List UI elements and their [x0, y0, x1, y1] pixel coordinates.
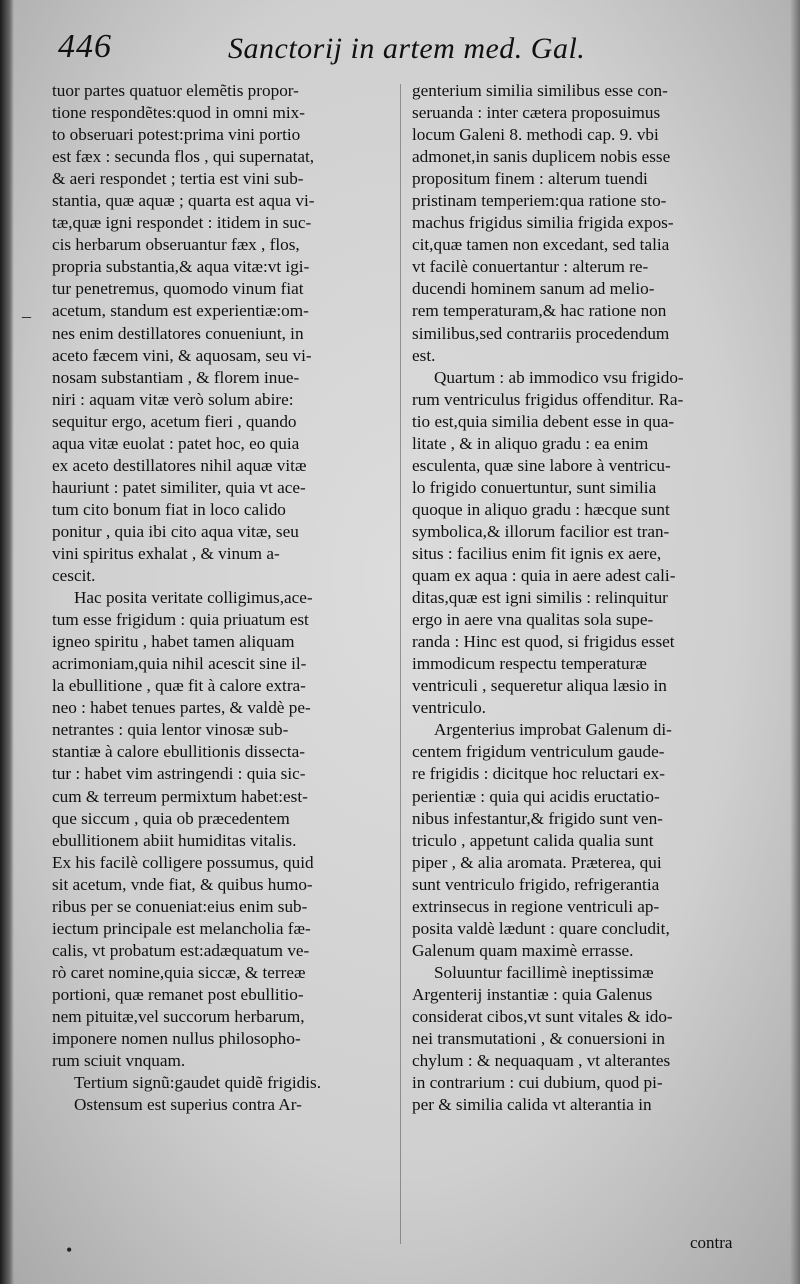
- text-line: hauriunt : patet similiter, quia vt ace-: [52, 477, 306, 497]
- text-line: posita valdè lædunt : quare concludit,: [412, 918, 670, 938]
- text-line: centem frigidum ventriculum gaude-: [412, 742, 665, 762]
- text-line: Ex his facilè colligere possumus, quid: [52, 852, 314, 872]
- text-line: Argenterij instantiæ : quia Galenus: [412, 984, 653, 1004]
- text-line: nibus infestantur,& frigido sunt ven-: [412, 808, 663, 828]
- text-line: chylum : & nequaquam , vt alterantes: [412, 1051, 671, 1071]
- text-line: cescit.: [52, 566, 96, 586]
- text-line: rum sciuit vnquam.: [52, 1051, 186, 1071]
- text-line: re frigidis : dicitque hoc reluctari ex-: [412, 764, 665, 784]
- text-line: locum Galeni 8. methodi cap. 9. vbi: [412, 125, 659, 145]
- text-line: tum cito bonum fiat in loco calido: [52, 499, 286, 519]
- text-line: lo frigido conuertuntur, sunt similia: [412, 477, 657, 497]
- text-line: netrantes : quia lentor vinosæ sub-: [52, 720, 289, 740]
- text-line: pristinam temperiem:qua ratione sto-: [412, 191, 667, 211]
- text-line: machus frigidus similia frigida expos-: [412, 213, 674, 233]
- text-line: rò caret nomine,quia siccæ, & terreæ: [52, 962, 306, 982]
- margin-dash-mark: –: [22, 306, 31, 326]
- text-line: stantiæ à calore ebullitionis dissecta-: [52, 742, 305, 762]
- text-line: sit acetum, vnde fiat, & quibus humo-: [52, 874, 313, 894]
- text-line: acetum, standum est experientiæ:om-: [52, 301, 309, 321]
- text-line: cum & terreum permixtum habet:est-: [52, 786, 308, 806]
- text-line: & aeri respondet ; tertia est vini sub-: [52, 169, 304, 189]
- margin-dot-mark: •: [66, 1240, 73, 1260]
- text-line: est.: [412, 345, 436, 365]
- text-line: extrinsecus in regione ventriculi ap-: [412, 896, 660, 916]
- page-header: [0, 28, 800, 76]
- text-line: Galenum quam maximè errasse.: [412, 940, 634, 960]
- text-line: similibus,sed contrariis procedendum: [412, 323, 670, 343]
- page-number: 446: [58, 28, 112, 65]
- text-line: ribus per se conueniat:eius enim sub-: [52, 896, 308, 916]
- text-line: litate , & in aliquo gradu : ea enim: [412, 433, 649, 453]
- text-line: perientiæ : quia qui acidis eructatio-: [412, 786, 660, 806]
- text-line: acrimoniam,quia nihil acescit sine il-: [52, 654, 307, 674]
- text-line: immodicum respectu temperaturæ: [412, 654, 647, 674]
- text-line: igneo spiritu , habet tamen aliquam: [52, 632, 295, 652]
- paragraph-start-line: Tertium signũ:gaudet quidẽ frigidis.: [74, 1073, 322, 1093]
- text-line: in contrarium : cui dubium, quod pi-: [412, 1073, 663, 1093]
- text-line: tur penetremus, quomodo vinum fiat: [52, 279, 304, 299]
- text-line: rum ventriculus frigidus offenditur. Ra-: [412, 389, 684, 409]
- text-line: ergo in aere vna qualitas sola supe-: [412, 610, 654, 630]
- catchword: contra: [690, 1233, 733, 1252]
- paragraph-start-line: Soluuntur facillimè ineptissimæ: [434, 962, 654, 982]
- text-line: iectum principale est melancholia fæ-: [52, 918, 311, 938]
- text-line: est fæx : secunda flos , qui supernatat,: [52, 147, 315, 167]
- text-line: ditas,quæ est igni similis : relinquitur: [412, 588, 668, 608]
- text-line: tur : habet vim astringendi : quia sic-: [52, 764, 306, 784]
- text-line: aqua vitæ euolat : patet hoc, eo quia: [52, 433, 300, 453]
- text-line: quoque in aliquo gradu : hæcque sunt: [412, 499, 670, 519]
- text-line: admonet,in sanis duplicem nobis esse: [412, 147, 671, 167]
- paragraph-start-line: Quartum : ab immodico vsu frigido-: [434, 367, 684, 387]
- text-line: ducendi hominem sanum ad melio-: [412, 279, 655, 299]
- text-line: ponitur , quia ibi cito aqua vitæ, seu: [52, 521, 299, 541]
- text-line: tæ,quæ igni respondet : itidem in suc-: [52, 213, 312, 233]
- text-line: quam ex aqua : quia in aere adest cali-: [412, 566, 676, 586]
- text-line: ventriculo.: [412, 698, 486, 718]
- text-line: cit,quæ tamen non excedant, sed talia: [412, 235, 670, 255]
- left-column: [52, 80, 390, 1116]
- text-line: propositum finem : alterum tuendi: [412, 169, 648, 189]
- text-line: to obseruari potest:prima vini portio: [52, 125, 301, 145]
- text-line: randa : Hinc est quod, si frigidus esset: [412, 632, 675, 652]
- text-line: considerat cibos,vt sunt vitales & ido-: [412, 1006, 673, 1026]
- text-line: propria substantia,& aqua vitæ:vt igi-: [52, 257, 310, 277]
- text-line: tio est,quia similia debent esse in qua-: [412, 411, 675, 431]
- running-head: Sanctorij in artem med. Gal.: [228, 32, 586, 65]
- text-line: ventriculi , sequeretur aliqua læsio in: [412, 676, 667, 696]
- text-line: tum esse frigidum : quia priuatum est: [52, 610, 309, 630]
- text-line: portioni, quæ remanet post ebullitio-: [52, 984, 304, 1004]
- page-edge-shadow: [790, 0, 800, 1284]
- text-line: que siccum , quia ob præcedentem: [52, 808, 290, 828]
- text-line: tuor partes quatuor elemẽtis propor-: [52, 81, 299, 100]
- text-line: imponere nomen nullus philosopho-: [52, 1029, 301, 1049]
- paragraph-start-line: Hac posita veritate colligimus,ace-: [74, 588, 313, 608]
- text-line: stantia, quæ aquæ ; quarta est aqua vi-: [52, 191, 315, 211]
- text-line: nosam substantiam , & florem inue-: [52, 367, 300, 387]
- text-line: calis, vt probatum est:adæquatum ve-: [52, 940, 310, 960]
- text-line: seruanda : inter cætera proposuimus: [412, 103, 661, 123]
- text-line: vt facilè conuertantur : alterum re-: [412, 257, 649, 277]
- paragraph-start-line: Argenterius improbat Galenum di-: [434, 720, 672, 740]
- right-column: [412, 80, 777, 1116]
- text-line: nes enim destillatores conueniunt, in: [52, 323, 304, 343]
- text-line: rem temperaturam,& hac ratione non: [412, 301, 667, 321]
- paragraph-start-line: Ostensum est superius contra Ar-: [74, 1095, 302, 1115]
- text-line: ebullitionem abiit humiditas vitalis.: [52, 830, 297, 850]
- text-line: la ebullitione , quæ fit à calore extra-: [52, 676, 306, 696]
- text-line: cis herbarum obseruantur fæx , flos,: [52, 235, 300, 255]
- text-line: situs : facilius enim fit ignis ex aere,: [412, 543, 662, 563]
- text-line: nem pituitæ,vel succorum herbarum,: [52, 1006, 305, 1026]
- text-line: sunt ventriculo frigido, refrigerantia: [412, 874, 660, 894]
- text-line: niri : aquam vitæ verò solum abire:: [52, 389, 294, 409]
- text-line: symbolica,& illorum facilior est tran-: [412, 521, 670, 541]
- column-divider: [400, 84, 401, 1244]
- text-line: neo : habet tenues partes, & valdè pe-: [52, 698, 311, 718]
- text-line: triculo , appetunt calida qualia sunt: [412, 830, 654, 850]
- text-line: nei transmutationi , & conuersioni in: [412, 1029, 665, 1049]
- text-line: genterium similia similibus esse con-: [412, 81, 668, 100]
- text-line: aceto fæcem vini, & aquosam, seu vi-: [52, 345, 312, 365]
- text-line: sequitur ergo, acetum fieri , quando: [52, 411, 297, 431]
- text-line: tione respondẽtes:quod in omni mix-: [52, 103, 306, 123]
- text-line: esculenta, quæ sine labore à ventricu-: [412, 455, 671, 475]
- text-line: per & similia calida vt alterantia in: [412, 1095, 652, 1115]
- text-line: piper , & alia aromata. Præterea, qui: [412, 852, 662, 872]
- page-gutter-shadow: [0, 0, 14, 1284]
- text-line: vini spiritus exhalat , & vinum a-: [52, 543, 280, 563]
- text-line: ex aceto destillatores nihil aquæ vitæ: [52, 455, 307, 475]
